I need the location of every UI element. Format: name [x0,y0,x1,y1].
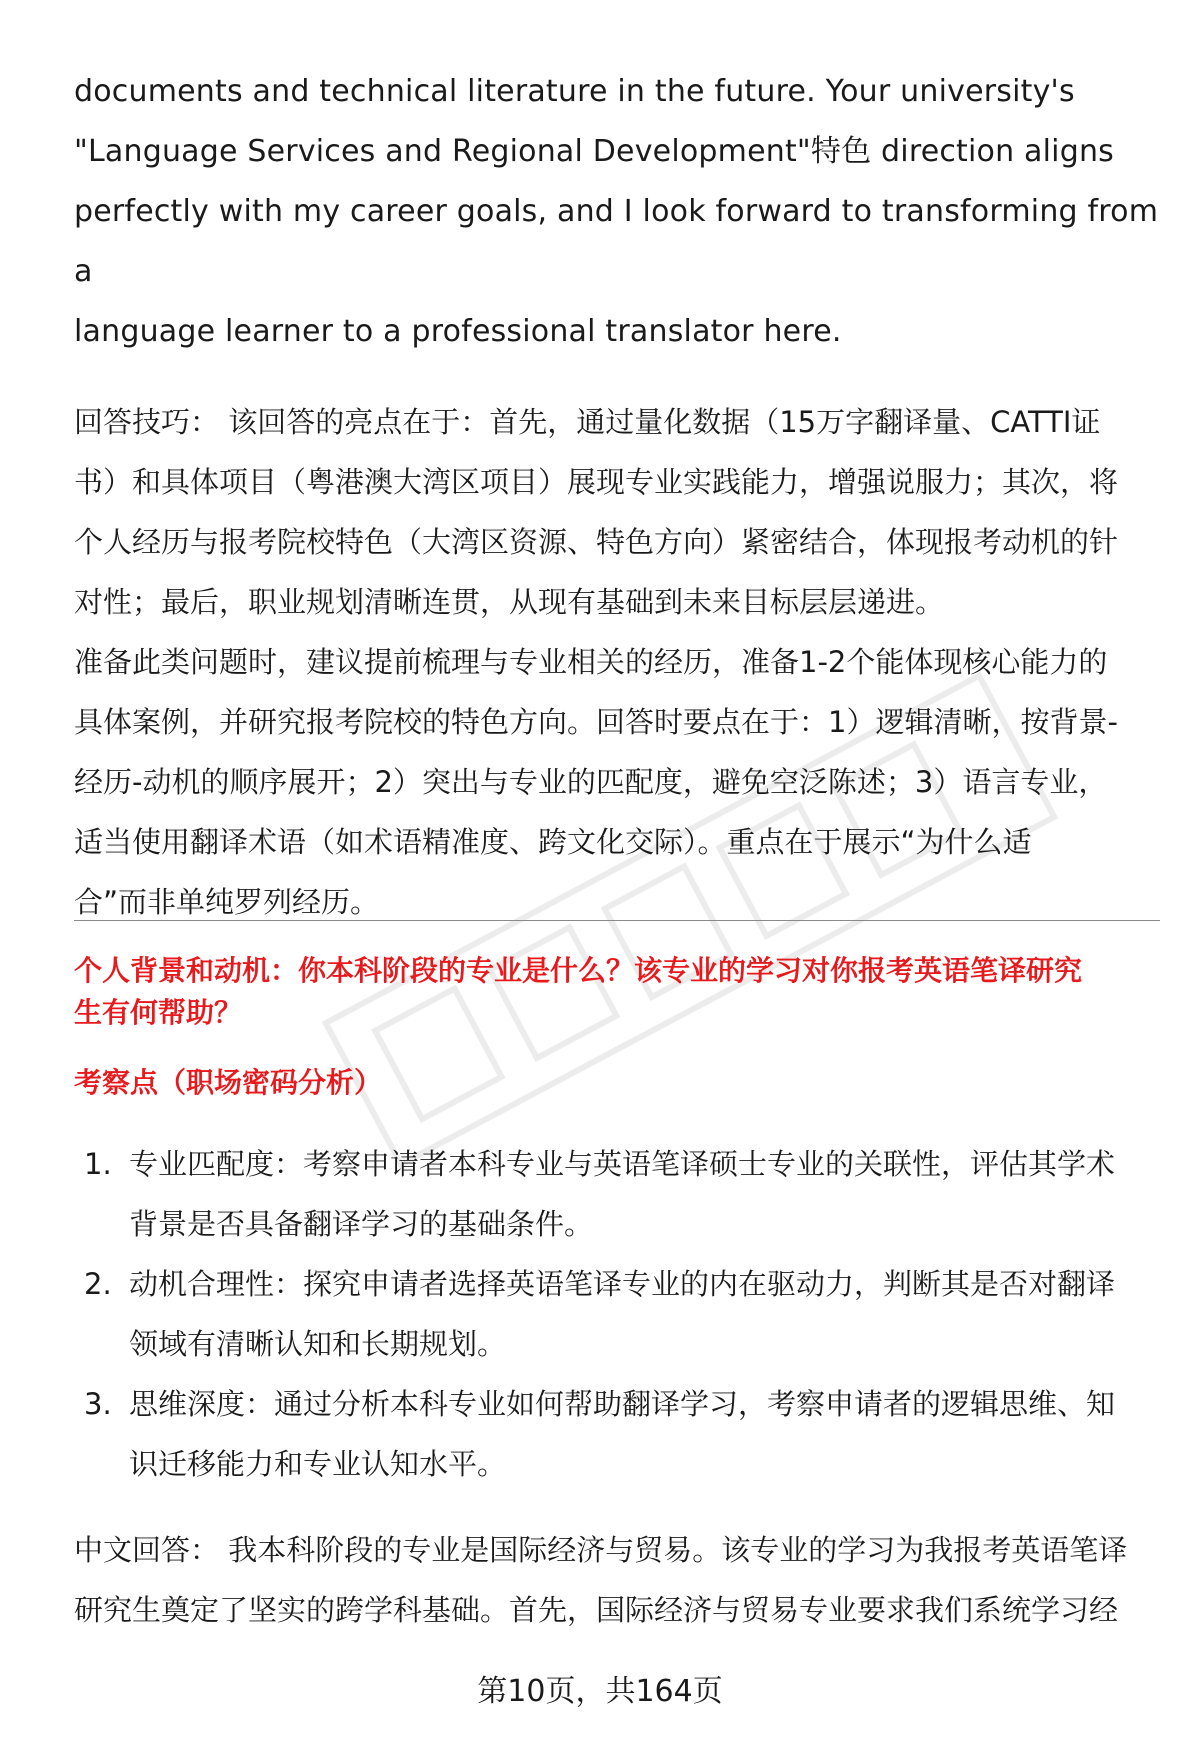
list-line: 专业匹配度：考察申请者本科专业与英语笔译硕士专业的关联性，评估其学术 [129,1147,1116,1181]
text-line: 书）和具体项目（粤港澳大湾区项目）展现专业实践能力，增强说服力；其次，将 [74,465,1119,499]
list-number: 3. [84,1387,112,1421]
list-line: 识迁移能力和专业认知水平。 [129,1447,507,1481]
text-line: 中文回答： 我本科阶段的专业是国际经济与贸易。该专业的学习为我报考英语笔译 [74,1533,1128,1567]
chinese-answer-paragraph [74,1520,1164,1640]
list-item [74,1134,1164,1254]
text-line: documents and technical literature in the future. Your university's [74,74,1075,109]
list-line: 背景是否具备翻译学习的基础条件。 [129,1207,594,1241]
text-line: 准备此类问题时，建议提前梳理与专业相关的经历，准备1-2个能体现核心能力的 [74,645,1108,679]
text-line: language learner to a professional translator here. [74,314,842,349]
tips-paragraph [74,392,1160,932]
list-line: 动机合理性：探究申请者选择英语笔译专业的内在驱动力，判断其是否对翻译 [129,1267,1116,1301]
list-number: 2. [84,1267,112,1301]
question-line: 生有何帮助？ [74,996,243,1029]
question-heading [74,950,1164,1034]
text-line: 个人经历与报考院校特色（大湾区资源、特色方向）紧密结合，体现报考动机的针 [74,525,1119,559]
question-line: 个人背景和动机：你本科阶段的专业是什么？该专业的学习对你报考英语笔译研究 [74,954,1083,987]
page-content [74,62,1160,932]
english-paragraph [74,62,1160,362]
text-line: 回答技巧： 该回答的亮点在于：首先，通过量化数据（15万字翻译量、CATTI证 [74,405,1101,439]
text-line: 研究生奠定了坚实的跨学科基础。首先，国际经济与贸易专业要求我们系统学习经 [74,1593,1119,1627]
page-number: 第10页，共164页 [477,1674,723,1709]
list-line: 领域有清晰认知和长期规划。 [129,1327,507,1361]
list-number: 1. [84,1147,112,1181]
list-item [74,1254,1164,1374]
text-line: 具体案例，并研究报考院校的特色方向。回答时要点在于：1）逻辑清晰，按背景- [74,705,1118,739]
list-line: 思维深度：通过分析本科专业如何帮助翻译学习，考察申请者的逻辑思维、知 [129,1387,1116,1421]
assessment-points-list [74,1134,1164,1494]
text-line: 合”而非单纯罗列经历。 [74,885,380,919]
section-divider [74,920,1160,921]
text-line: "Language Services and Regional Development"特色 direction aligns [74,134,1114,169]
text-line: 经历-动机的顺序展开；2）突出与专业的匹配度，避免空泛陈述；3）语言专业， [74,765,1108,799]
text-line: perfectly with my career goals, and I look forward to transforming from a [74,194,1159,289]
text-line: 适当使用翻译术语（如术语精准度、跨文化交际）。重点在于展示“为什么适 [74,825,1032,859]
list-item [74,1374,1164,1494]
text-line: 对性；最后，职业规划清晰连贯，从现有基础到未来目标层层递进。 [74,585,945,619]
section-title: 考察点（职场密码分析） [74,1066,383,1099]
